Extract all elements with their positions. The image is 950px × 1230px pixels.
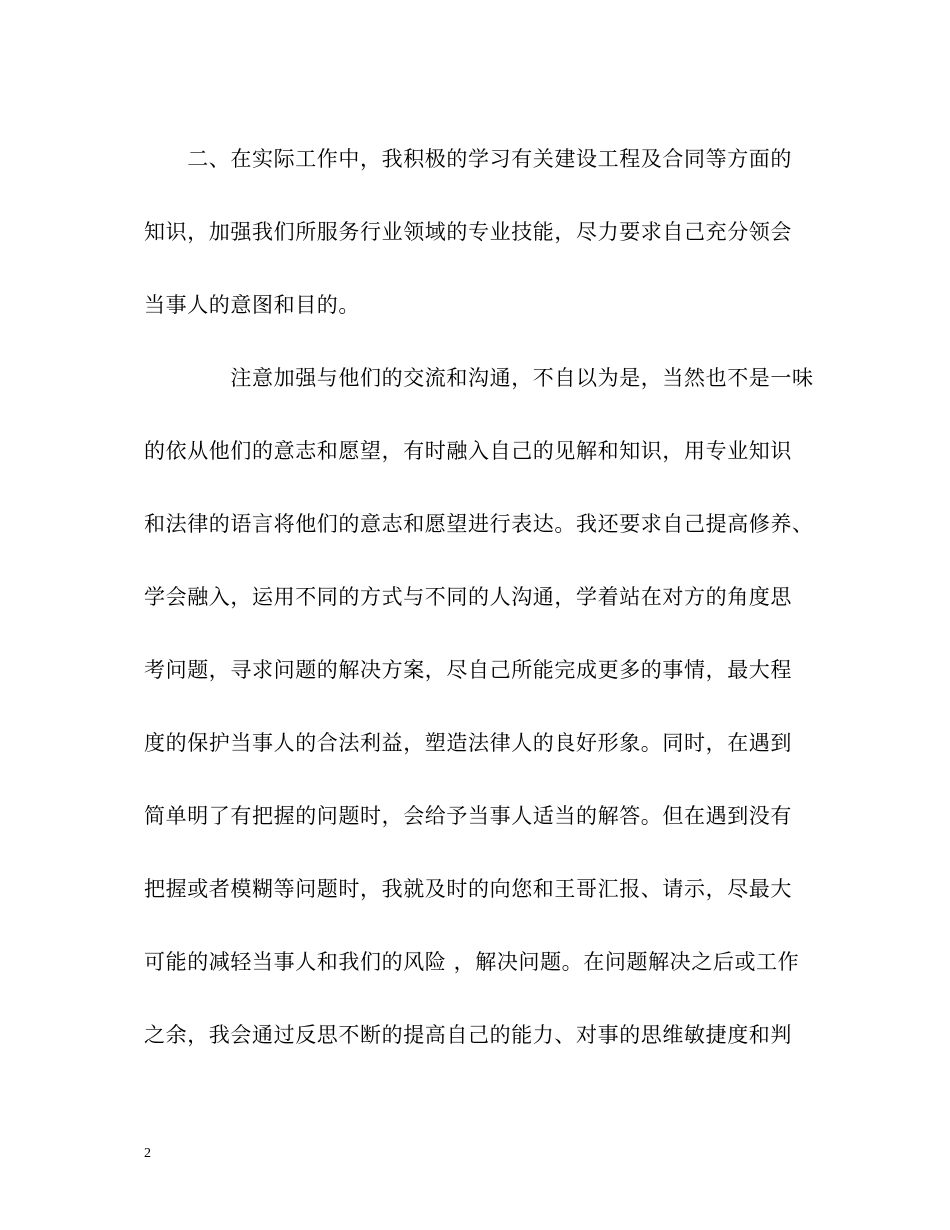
text-line-7: 学会融入，运用不同的方式与不同的人沟通，学着站在对方的角度思 <box>144 585 792 609</box>
text-line-2: 知识，加强我们所服务行业领域的专业技能，尽力要求自己充分领会 <box>144 220 792 244</box>
text-line-3: 当事人的意图和目的。 <box>144 293 360 317</box>
text-line-6: 和法律的语言将他们的意志和愿望进行表达。我还要求自己提高修养、 <box>144 512 814 536</box>
text-line-4: 注意加强与他们的交流和沟通，不自以为是，当然也不是一味 <box>144 366 814 390</box>
page-number: 2 <box>144 1146 151 1161</box>
text-line-13: 之余，我会通过反思不断的提高自己的能力、对事的思维敏捷度和判 <box>144 1023 792 1047</box>
text-line-11: 把握或者模糊等问题时，我就及时的向您和王哥汇报、请示，尽最大 <box>144 877 792 901</box>
text-line-9: 度的保护当事人的合法利益，塑造法律人的良好形象。同时，在遇到 <box>144 731 792 755</box>
text-line-5: 的依从他们的意志和愿望，有时融入自己的见解和知识，用专业知识 <box>144 439 792 463</box>
text-line-8: 考问题，寻求问题的解决方案，尽自己所能完成更多的事情，最大程 <box>144 658 792 682</box>
text-line-1: 二、在实际工作中，我积极的学习有关建设工程及合同等方面的 <box>144 147 792 171</box>
body-text <box>144 123 814 1072</box>
text-line-12: 可能的减轻当事人和我们的风险 ，解决问题。在问题解决之后或工作 <box>144 950 800 974</box>
text-line-10: 简单明了有把握的问题时，会给予当事人适当的解答。但在遇到没有 <box>144 804 792 828</box>
